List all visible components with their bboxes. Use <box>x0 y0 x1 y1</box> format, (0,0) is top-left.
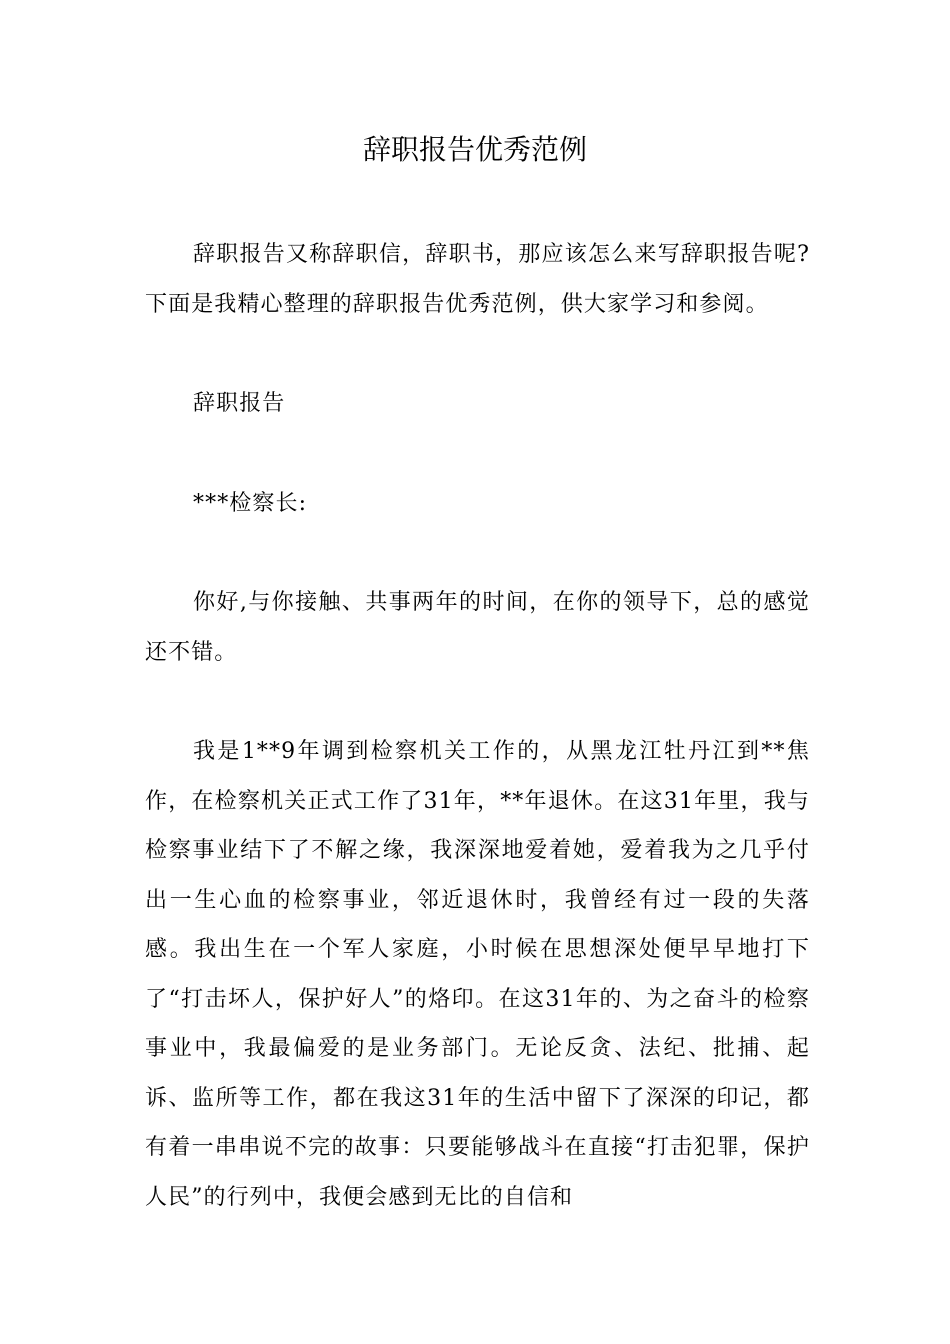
letter-heading: 辞职报告 <box>193 391 286 416</box>
letter-salutation: ***检察长: <box>193 490 308 516</box>
document-body <box>145 230 810 1272</box>
intro-paragraph: 辞职报告又称辞职信，辞职书，那应该怎么来写辞职报告呢?下面是我精心整理的辞职报告优秀范例，供大家学习和参阅。 <box>145 242 810 317</box>
body-paragraph: 我是1**9年调到检察机关工作的，从黑龙江牡丹江到**焦作，在检察机关正式工作了31年，**年退休。在这31年里，我与检察事业结下了不解之缘，我深深地爱着她，爱着我为之几乎付出一生心血的检察事业，邻近退休时，我曾经有过一段的失落感。我出生在一个军人家庭，小时候在思想深处便早早地打下了“打击坏人，保护好人”的烙印。在这31年的、为之奋斗的检察事业中，我最偏爱的是业务部门。无论反贪、法纪、批捕、起诉、监所等工作，都在我这31年的生活中留下了深深的印记，都有着一串串说不完的故事：只要能够战斗在直接“打击犯罪，保护人民”的行列中，我便会感到无比的自信和 <box>145 739 810 1210</box>
document-title: 辞职报告优秀范例 <box>362 133 587 166</box>
greeting-paragraph: 你好,与你接触、共事两年的时间，在你的领导下，总的感觉还不错。 <box>145 590 810 665</box>
